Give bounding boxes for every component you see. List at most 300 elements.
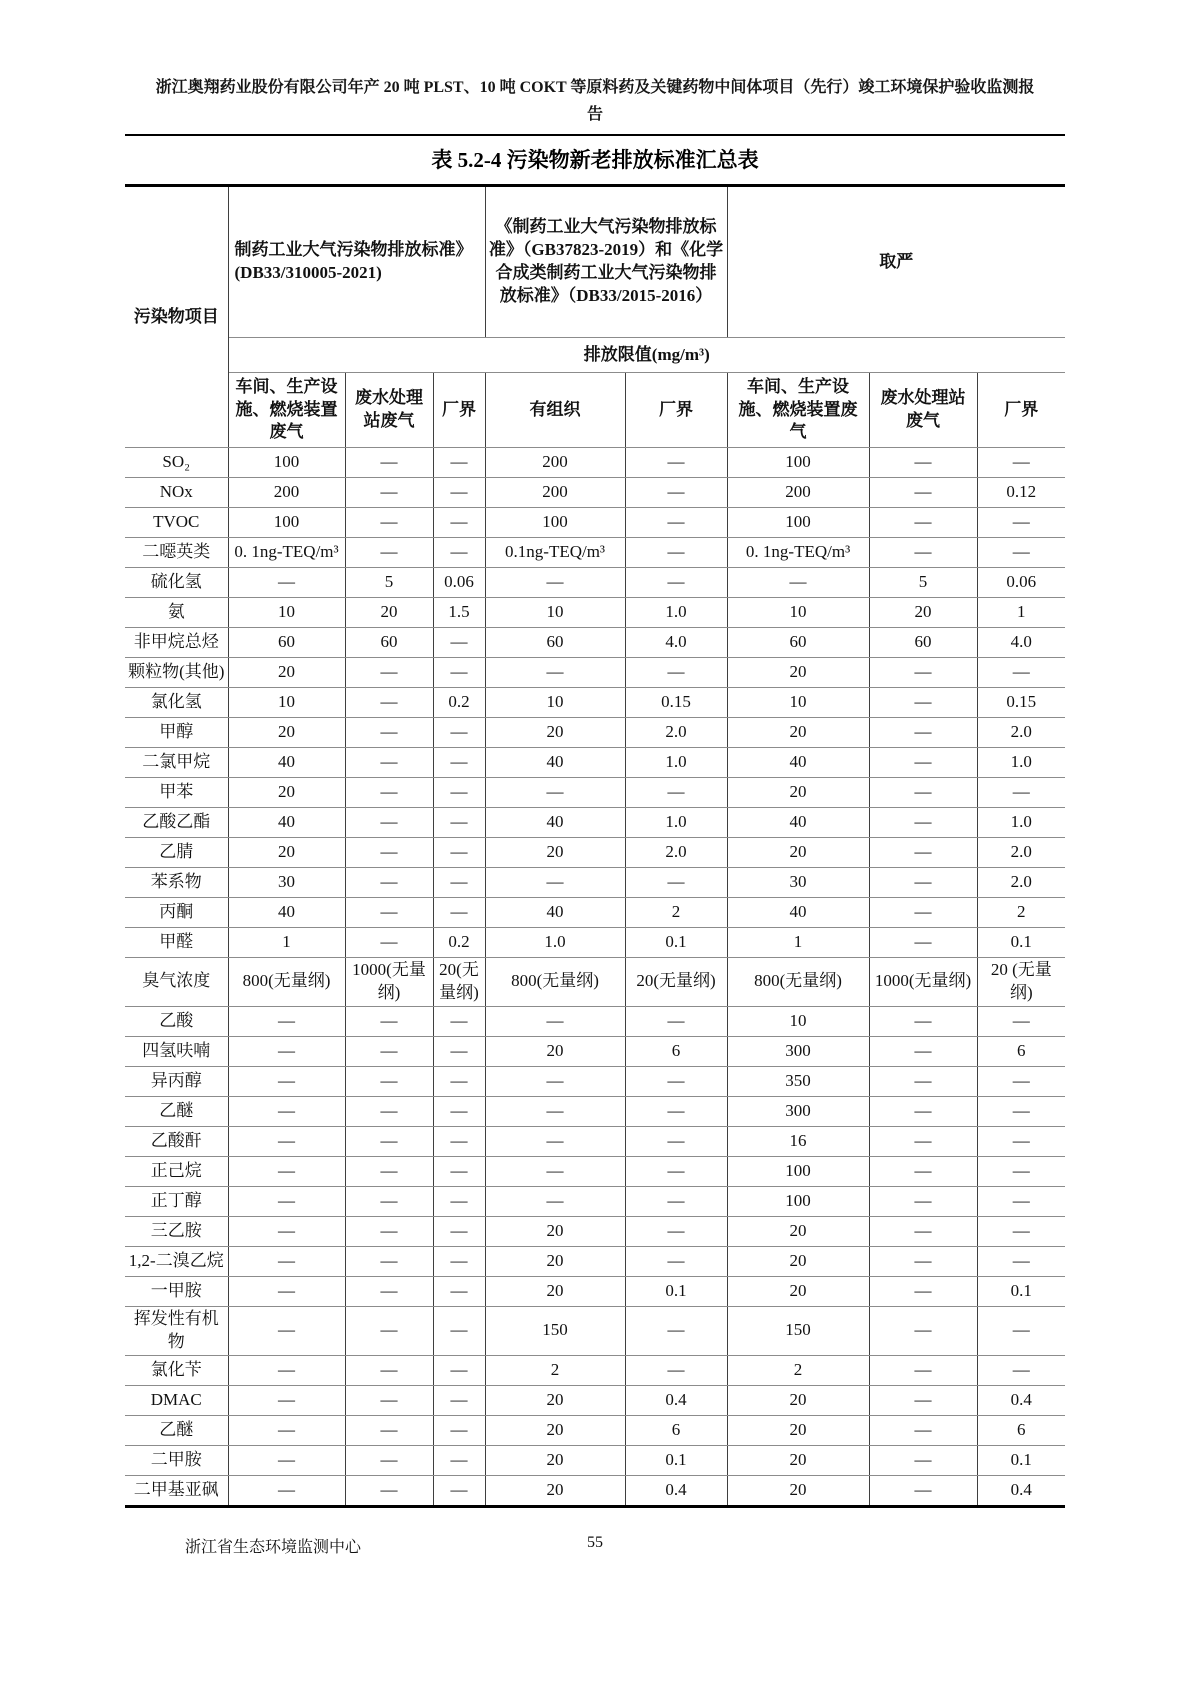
limit-value: 20 (485, 838, 625, 868)
limit-value: — (977, 1066, 1065, 1096)
limit-value: — (228, 1246, 345, 1276)
pollutant-name: 氨 (125, 598, 228, 628)
table-row (125, 1156, 1065, 1186)
limit-value: 40 (228, 808, 345, 838)
pollutant-name: 乙醚 (125, 1096, 228, 1126)
limit-value: — (869, 778, 977, 808)
limit-value: 40 (485, 808, 625, 838)
limit-value: — (869, 748, 977, 778)
limit-value: — (869, 1306, 977, 1355)
limit-value: 0.06 (433, 568, 485, 598)
table-row (125, 778, 1065, 808)
table-body (125, 448, 1065, 1507)
document-header-text: 浙江奥翔药业股份有限公司年产 20 吨 PLST、10 吨 COKT 等原料药及关键药物中间体项目（先行）竣工环境保护验收监测报告 (155, 79, 1035, 123)
limit-value: 20 (228, 778, 345, 808)
limit-value: — (345, 688, 433, 718)
limit-value: 20 (727, 1385, 869, 1415)
pollutant-name: 二甲胺 (125, 1445, 228, 1475)
limit-value: 20 (228, 838, 345, 868)
limit-value: 200 (485, 478, 625, 508)
limit-value: 350 (727, 1066, 869, 1096)
limit-value: — (869, 448, 977, 478)
limit-value: 100 (485, 508, 625, 538)
table-row (125, 1006, 1065, 1036)
limit-value: 60 (727, 628, 869, 658)
limit-value: 0.15 (625, 688, 727, 718)
pollutant-name: 一甲胺 (125, 1276, 228, 1306)
limit-value: — (727, 568, 869, 598)
limit-value: 0.1 (625, 1276, 727, 1306)
limit-value: — (345, 1036, 433, 1066)
limit-value: 0. 1ng-TEQ/m³ (727, 538, 869, 568)
limit-value: — (625, 568, 727, 598)
limit-value: 1.0 (625, 748, 727, 778)
limit-value: — (869, 718, 977, 748)
limit-value: — (977, 658, 1065, 688)
limit-value: — (228, 1216, 345, 1246)
limit-value: — (869, 1415, 977, 1445)
limit-value: — (433, 1126, 485, 1156)
limit-value: — (869, 1276, 977, 1306)
limit-value: — (977, 1126, 1065, 1156)
table-row (125, 658, 1065, 688)
limit-value: — (869, 1385, 977, 1415)
limit-value: 0.1 (977, 1276, 1065, 1306)
limit-value: — (228, 1096, 345, 1126)
pollutant-name: 甲醇 (125, 718, 228, 748)
header-divider (125, 134, 1065, 136)
limit-value: — (433, 1475, 485, 1506)
limit-value: 100 (727, 1186, 869, 1216)
limit-value: — (485, 1186, 625, 1216)
limit-value: — (977, 1216, 1065, 1246)
pollutant-name: 异丙醇 (125, 1066, 228, 1096)
limit-value: — (869, 1475, 977, 1506)
pollutant-name: 乙腈 (125, 838, 228, 868)
limit-value: 20 (485, 1445, 625, 1475)
table-row (125, 1246, 1065, 1276)
limit-value: 60 (345, 628, 433, 658)
limit-value: — (345, 898, 433, 928)
limit-value: 20 (485, 1385, 625, 1415)
limit-value: — (433, 748, 485, 778)
table-row (125, 1306, 1065, 1355)
limit-value: — (625, 1306, 727, 1355)
limit-value: — (228, 1445, 345, 1475)
limit-value: 20 (727, 1276, 869, 1306)
table-row (125, 958, 1065, 1007)
limit-value: 40 (228, 748, 345, 778)
limit-value: — (433, 1355, 485, 1385)
limit-value: — (345, 1445, 433, 1475)
limit-value: 2 (977, 898, 1065, 928)
limit-value: — (869, 478, 977, 508)
limit-value: — (977, 1355, 1065, 1385)
table-row (125, 538, 1065, 568)
limit-value: — (869, 688, 977, 718)
limit-value: — (228, 568, 345, 598)
limit-value: 10 (485, 688, 625, 718)
table-row (125, 748, 1065, 778)
limit-value: 1 (228, 928, 345, 958)
limit-value: — (228, 1276, 345, 1306)
limit-value: 40 (727, 808, 869, 838)
limit-value: — (228, 1036, 345, 1066)
pollutant-name: 1,2-二溴乙烷 (125, 1246, 228, 1276)
limit-value: 10 (727, 598, 869, 628)
table-row (125, 478, 1065, 508)
pollutant-name: 二噁英类 (125, 538, 228, 568)
limit-value: — (345, 1246, 433, 1276)
limit-value: — (485, 1126, 625, 1156)
limit-value: — (869, 1096, 977, 1126)
limit-value: — (345, 478, 433, 508)
limit-value: — (345, 1126, 433, 1156)
page-number: 55 (587, 1533, 603, 1551)
table-row (125, 598, 1065, 628)
limit-value: — (869, 658, 977, 688)
table-row (125, 868, 1065, 898)
limit-value: — (869, 868, 977, 898)
limit-value: — (869, 1355, 977, 1385)
limit-value: 20 (727, 1415, 869, 1445)
limit-value: — (433, 838, 485, 868)
limit-value: 60 (228, 628, 345, 658)
table-row (125, 1445, 1065, 1475)
limit-value: — (345, 538, 433, 568)
table-row (125, 718, 1065, 748)
limit-value: — (977, 448, 1065, 478)
limit-value: — (228, 1186, 345, 1216)
limit-value: — (869, 1066, 977, 1096)
limit-value: 1000(无量纲) (869, 958, 977, 1007)
table-row (125, 838, 1065, 868)
pollutant-name: 氯化氢 (125, 688, 228, 718)
pollutant-name: 丙酮 (125, 898, 228, 928)
limit-value: 2.0 (977, 868, 1065, 898)
limit-value: — (625, 1126, 727, 1156)
limit-value: — (869, 508, 977, 538)
limit-value: 4.0 (977, 628, 1065, 658)
limit-value: — (625, 1096, 727, 1126)
table-row (125, 568, 1065, 598)
table-row (125, 1096, 1065, 1126)
limit-value: — (345, 1415, 433, 1445)
limit-value: — (485, 658, 625, 688)
limit-value: 100 (228, 508, 345, 538)
pollutant-name: 乙酸 (125, 1006, 228, 1036)
limit-value: — (869, 1156, 977, 1186)
limit-value: 150 (727, 1306, 869, 1355)
limit-value: 0.4 (977, 1385, 1065, 1415)
sub-header-row (125, 373, 1065, 448)
stricter-value-header: 取严 (727, 186, 1065, 338)
limit-value: 200 (228, 478, 345, 508)
limit-value: 20 (228, 658, 345, 688)
limit-value: 0.4 (625, 1385, 727, 1415)
subheader-boundary-3: 厂界 (977, 373, 1065, 448)
limit-value: 2.0 (625, 838, 727, 868)
limit-value: 100 (228, 448, 345, 478)
limit-value: 100 (727, 1156, 869, 1186)
limit-value: 10 (228, 688, 345, 718)
limit-value: 10 (228, 598, 345, 628)
pollutant-name: 挥发性有机物 (125, 1306, 228, 1355)
limit-value: — (977, 1306, 1065, 1355)
limit-value: — (485, 868, 625, 898)
limit-value: 20(无量纲) (625, 958, 727, 1007)
pollutant-name: 非甲烷总烃 (125, 628, 228, 658)
subheader-wastewater-gas-1: 废水处理站废气 (345, 373, 433, 448)
limit-value: — (625, 1186, 727, 1216)
pollutant-name: 甲醛 (125, 928, 228, 958)
limit-value: 20 (485, 1276, 625, 1306)
limit-value: — (977, 1186, 1065, 1216)
table-row (125, 688, 1065, 718)
pollutant-name: 颗粒物(其他) (125, 658, 228, 688)
limit-value: — (345, 748, 433, 778)
limit-value: 20 (727, 658, 869, 688)
table-row (125, 1036, 1065, 1066)
limit-value: 60 (485, 628, 625, 658)
limit-value: 16 (727, 1126, 869, 1156)
limit-value: 40 (727, 898, 869, 928)
limit-value: 0.1 (625, 1445, 727, 1475)
limit-value: 20 (485, 718, 625, 748)
limit-value: 0.1 (977, 928, 1065, 958)
limit-value: — (345, 808, 433, 838)
limit-value: 1 (727, 928, 869, 958)
limit-value: 30 (727, 868, 869, 898)
limit-value: — (977, 508, 1065, 538)
content-area (125, 0, 1065, 1558)
limit-value: — (485, 1066, 625, 1096)
limit-value: — (625, 478, 727, 508)
limit-value: — (433, 1276, 485, 1306)
subheader-workshop-gas-2: 车间、生产设施、燃烧装置废气 (727, 373, 869, 448)
limit-value: 20 (228, 718, 345, 748)
limit-value: 1 (977, 598, 1065, 628)
limit-value: — (433, 508, 485, 538)
limit-value: — (433, 628, 485, 658)
limit-value: 40 (228, 898, 345, 928)
limit-value: — (345, 1355, 433, 1385)
limit-value: — (228, 1126, 345, 1156)
limit-value: 20 (727, 838, 869, 868)
limit-value: — (433, 868, 485, 898)
limit-value: 0. 1ng-TEQ/m³ (228, 538, 345, 568)
limit-value: — (433, 1216, 485, 1246)
limit-value: 200 (727, 478, 869, 508)
limit-value: — (345, 1186, 433, 1216)
pollutant-name: 三乙胺 (125, 1216, 228, 1246)
limit-value: — (433, 1246, 485, 1276)
limit-value: 2 (727, 1355, 869, 1385)
limit-value: 20 (485, 1475, 625, 1506)
limit-value: — (485, 1156, 625, 1186)
limit-value: 20 (869, 598, 977, 628)
limit-value: — (345, 838, 433, 868)
pollutant-name: SO₂ (125, 448, 228, 478)
limit-value: — (625, 448, 727, 478)
limit-value: — (485, 778, 625, 808)
limit-header-row (125, 338, 1065, 373)
limit-value: — (345, 1385, 433, 1415)
limit-value: — (433, 448, 485, 478)
table-row (125, 1126, 1065, 1156)
limit-value: — (345, 868, 433, 898)
emission-standards-table (125, 184, 1065, 1508)
limit-value: 300 (727, 1036, 869, 1066)
limit-value: — (228, 1475, 345, 1506)
table-row (125, 1276, 1065, 1306)
limit-value: — (433, 1096, 485, 1126)
limit-value: 40 (485, 898, 625, 928)
limit-value: 0.4 (977, 1475, 1065, 1506)
limit-value: 150 (485, 1306, 625, 1355)
limit-value: — (433, 1156, 485, 1186)
limit-value: 1.5 (433, 598, 485, 628)
limit-value: 0.4 (625, 1475, 727, 1506)
limit-value: 20 (727, 1246, 869, 1276)
limit-value: — (345, 718, 433, 748)
subheader-boundary-2: 厂界 (625, 373, 727, 448)
limit-value: 10 (485, 598, 625, 628)
limit-value: 0.1 (977, 1445, 1065, 1475)
limit-value: — (228, 1006, 345, 1036)
standard-db33-header: 制药工业大气污染物排放标准》 (DB33/310005-2021) (228, 186, 485, 338)
limit-value: — (433, 1385, 485, 1415)
standard-gb37823-header: 《制药工业大气污染物排放标准》（GB37823-2019）和《化学合成类制药工业大气污染物排放标准》（DB33/2015-2016） (485, 186, 727, 338)
limit-value: — (869, 1126, 977, 1156)
limit-value: — (869, 928, 977, 958)
limit-value: 1.0 (977, 748, 1065, 778)
limit-value: 30 (228, 868, 345, 898)
limit-value: — (228, 1385, 345, 1415)
limit-value: — (345, 658, 433, 688)
limit-value: — (625, 1355, 727, 1385)
table-row (125, 448, 1065, 478)
table-row (125, 628, 1065, 658)
limit-value: — (345, 508, 433, 538)
table-row (125, 508, 1065, 538)
pollutant-name: 臭气浓度 (125, 958, 228, 1007)
pollutant-name: 氯化苄 (125, 1355, 228, 1385)
table-row (125, 1415, 1065, 1445)
limit-value: 20 (485, 1216, 625, 1246)
limit-value: 0.06 (977, 568, 1065, 598)
limit-value: — (433, 1415, 485, 1445)
limit-value: 0.1 (625, 928, 727, 958)
limit-value: 4.0 (625, 628, 727, 658)
limit-value: — (625, 658, 727, 688)
table-row (125, 1355, 1065, 1385)
limit-value: — (345, 928, 433, 958)
subheader-boundary-1: 厂界 (433, 373, 485, 448)
pollutant-name: 正丁醇 (125, 1186, 228, 1216)
limit-value: — (977, 1006, 1065, 1036)
limit-value: 20 (345, 598, 433, 628)
limit-value: — (228, 1355, 345, 1385)
limit-value: 6 (625, 1415, 727, 1445)
table-row (125, 898, 1065, 928)
limit-value: — (228, 1306, 345, 1355)
limit-value: 0.2 (433, 928, 485, 958)
table-row (125, 1216, 1065, 1246)
limit-value: 1.0 (977, 808, 1065, 838)
limit-value: — (433, 898, 485, 928)
subheader-organized: 有组织 (485, 373, 625, 448)
limit-value: — (228, 1415, 345, 1445)
limit-value: — (485, 1006, 625, 1036)
limit-value: — (345, 1216, 433, 1246)
page-footer (125, 1534, 1065, 1558)
limit-value: — (869, 1036, 977, 1066)
limit-value: — (869, 1006, 977, 1036)
pollutant-column-header: 污染物项目 (125, 186, 228, 448)
limit-value: 5 (869, 568, 977, 598)
limit-value: 20 (727, 718, 869, 748)
limit-value: 800(无量纲) (485, 958, 625, 1007)
limit-value: — (977, 1096, 1065, 1126)
limit-value: — (345, 1156, 433, 1186)
limit-value: 5 (345, 568, 433, 598)
limit-value: — (869, 838, 977, 868)
limit-value: — (625, 778, 727, 808)
limit-value: — (433, 538, 485, 568)
limit-value: — (869, 808, 977, 838)
limit-value: — (345, 1306, 433, 1355)
limit-value: — (977, 1246, 1065, 1276)
pollutant-name: 乙酸酐 (125, 1126, 228, 1156)
limit-value: — (433, 478, 485, 508)
limit-value: — (977, 778, 1065, 808)
limit-value: — (625, 1246, 727, 1276)
limit-value: 2.0 (625, 718, 727, 748)
subheader-workshop-gas-1: 车间、生产设施、燃烧装置废气 (228, 373, 345, 448)
limit-value: 20 (727, 778, 869, 808)
limit-value: 0.1ng-TEQ/m³ (485, 538, 625, 568)
limit-value: — (345, 448, 433, 478)
table-row (125, 808, 1065, 838)
limit-value: — (869, 1186, 977, 1216)
limit-value: — (625, 508, 727, 538)
limit-value: 1.0 (625, 808, 727, 838)
pollutant-name: 乙酸乙酯 (125, 808, 228, 838)
pollutant-name: 正己烷 (125, 1156, 228, 1186)
limit-value: 0.15 (977, 688, 1065, 718)
limit-value: — (485, 1096, 625, 1126)
limit-value: 2.0 (977, 838, 1065, 868)
pollutant-name: 苯系物 (125, 868, 228, 898)
limit-value: — (869, 538, 977, 568)
limit-value: 20 (727, 1475, 869, 1506)
limit-value: — (433, 658, 485, 688)
pollutant-name: 四氢呋喃 (125, 1036, 228, 1066)
limit-value: 6 (977, 1415, 1065, 1445)
limit-value: 20 (727, 1445, 869, 1475)
limit-value: 2.0 (977, 718, 1065, 748)
pollutant-name: DMAC (125, 1385, 228, 1415)
limit-value: 100 (727, 448, 869, 478)
limit-value: — (433, 1445, 485, 1475)
pollutant-name: 二甲基亚砜 (125, 1475, 228, 1506)
limit-value: 2 (625, 898, 727, 928)
table-title: 表 5.2-4 污染物新老排放标准汇总表 (431, 148, 759, 172)
limit-value: 20 (无量纲) (977, 958, 1065, 1007)
limit-value: — (869, 1246, 977, 1276)
limit-value: 1.0 (485, 928, 625, 958)
